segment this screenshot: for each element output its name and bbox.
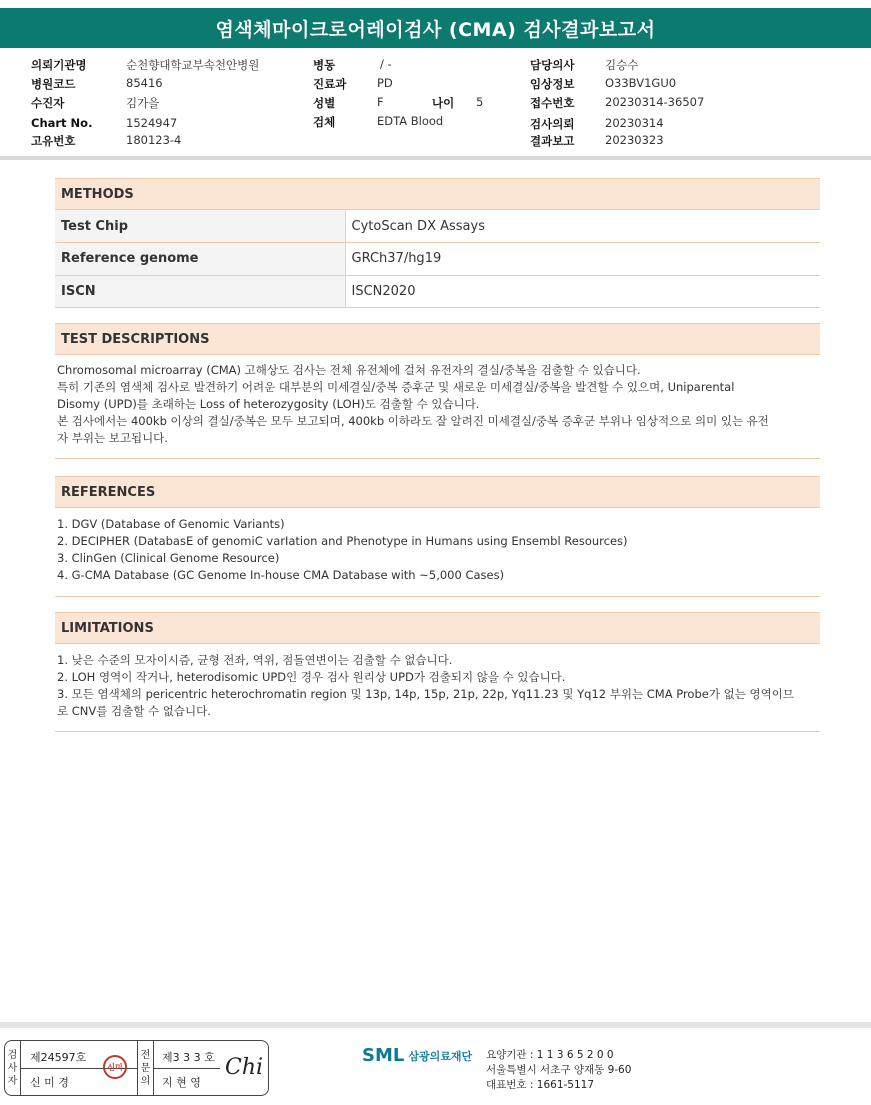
value-report-date: 20230323 (605, 133, 664, 147)
methods-value: GRCh37/hg19 (345, 243, 820, 276)
methods-key: Test Chip (55, 210, 345, 243)
footer-divider (0, 1022, 871, 1028)
inspector-name: 신 미 경 (30, 1076, 69, 1089)
value-age: 5 (476, 95, 484, 109)
test-descriptions-section (55, 323, 820, 459)
label-sex: 성별 (313, 96, 336, 110)
value-clinical-info: O33BV1GU0 (605, 76, 677, 90)
label-report-date: 결과보고 (530, 134, 575, 148)
value-receipt-no: 20230314-36507 (605, 95, 705, 109)
contact-info (486, 1048, 631, 1093)
org-name: 삼광의료재단 (408, 1049, 473, 1063)
specialist-name: 지 현 영 (162, 1076, 201, 1089)
list-item: 2. DECIPHER (DatabasE of genomiC varIation and Phenotype in Humans using Ensembl Resources) (57, 534, 628, 548)
references-body (55, 508, 820, 596)
label-specimen: 검체 (313, 115, 336, 129)
label-char: 문 (140, 1062, 151, 1074)
value-request-date: 20230314 (605, 116, 664, 130)
label-age: 나이 (432, 96, 455, 110)
methods-heading: METHODS (55, 178, 820, 210)
methods-key: ISCN (55, 275, 345, 308)
list-item: 1. DGV (Database of Genomic Variants) (57, 517, 285, 531)
value-ward: / - (380, 57, 392, 71)
text-line: Disomy (UPD)를 초래하는 Loss of heterozygosity (LOH)도 검출할 수 있습니다. (57, 397, 480, 411)
label-chart-no: Chart No. (31, 116, 93, 130)
sml-logo-icon: SML (362, 1045, 405, 1066)
list-item: 4. G-CMA Database (GC Genome In-house CMA Database with ~5,000 Cases) (57, 568, 505, 582)
signature-icon: Chi (225, 1055, 264, 1080)
section-divider (55, 731, 820, 732)
label-clinical-info: 임상정보 (530, 77, 575, 91)
org-logo (362, 1045, 472, 1066)
test-descriptions-heading: TEST DESCRIPTIONS (55, 323, 820, 355)
value-sex: F (377, 95, 384, 109)
specialist-label (138, 1041, 154, 1095)
methods-key: Reference genome (55, 243, 345, 276)
methods-section (55, 178, 820, 308)
row-divider (154, 1068, 220, 1069)
methods-value: ISCN2020 (345, 275, 820, 308)
list-item: 3. ClinGen (Clinical Genome Resource) (57, 551, 280, 565)
contact-line: 대표번호 : 1661-5117 (486, 1079, 595, 1091)
value-hospital-code: 85416 (126, 76, 163, 90)
table-row (55, 210, 820, 243)
label-department: 진료과 (313, 77, 347, 91)
label-char: 검 (7, 1049, 18, 1061)
seal-stamp-icon: 신미 (103, 1055, 127, 1079)
value-specimen: EDTA Blood (377, 114, 444, 128)
value-patient: 김가을 (126, 96, 160, 110)
text-line: Chromosomal microarray (CMA) 고해상도 검사는 전체 유전체에 걸쳐 유전자의 결실/중복을 검출할 수 있습니다. (57, 363, 641, 377)
label-char: 사 (7, 1062, 18, 1074)
text-line: 특히 기존의 염색체 검사로 발견하기 어려운 대부분의 미세결실/중복 증후군 및 새로운 미세결실/중복을 발견할 수 있으며, Uniparental (57, 380, 735, 394)
inspector-license-no: 제24597호 (30, 1051, 87, 1064)
report-title: 염색체마이크로어레이검사 (CMA) 검사결과보고서 (0, 8, 871, 48)
inspector-label (5, 1041, 21, 1095)
label-char: 자 (7, 1075, 18, 1087)
limitations-section (55, 612, 820, 732)
contact-line: 요양기관 : 1 1 3 6 5 2 0 0 (486, 1049, 614, 1061)
limitations-heading: LIMITATIONS (55, 612, 820, 644)
value-chart-no: 1524947 (126, 116, 178, 130)
header-divider (0, 156, 871, 160)
label-doctor: 담당의사 (530, 58, 575, 72)
label-unique-no: 고유번호 (31, 134, 76, 148)
limitations-body (55, 644, 820, 731)
label-request-date: 검사의뢰 (530, 117, 575, 131)
label-hospital-code: 병원코드 (31, 77, 76, 91)
list-item: 3. 모든 염색체의 pericentric heterochromatin region 및 13p, 14p, 15p, 21p, 22p, Yq11.23 및 Yq12 부위는 CMA Probe가 없는 영역이므 (57, 687, 794, 701)
references-heading: REFERENCES (55, 476, 820, 508)
text-line: 본 검사에서는 400kb 이상의 결실/중복은 모두 보고되며, 400kb 이하라도 잘 알려진 미세결실/중복 증후군 부위나 임상적으로 의미 있는 유전 (57, 414, 769, 428)
list-item: 로 CNV를 검출할 수 없습니다. (57, 704, 211, 718)
section-divider (55, 596, 820, 597)
signature-box (4, 1040, 269, 1096)
label-char: 전 (140, 1049, 151, 1061)
value-unique-no: 180123-4 (126, 133, 182, 147)
references-section (55, 476, 820, 597)
methods-table (55, 210, 820, 308)
specialist-license-no: 제3 3 3 호 (162, 1051, 215, 1064)
value-doctor: 김승수 (605, 58, 639, 72)
value-institution: 순천향대학교부속천안병원 (126, 58, 260, 72)
value-department: PD (377, 76, 393, 90)
section-divider (55, 458, 820, 459)
label-receipt-no: 접수번호 (530, 96, 575, 110)
methods-value: CytoScan DX Assays (345, 210, 820, 243)
table-row (55, 243, 820, 276)
test-descriptions-body (55, 355, 820, 458)
text-line: 자 부위는 보고됩니다. (57, 431, 168, 445)
contact-line: 서울특별시 서초구 양재동 9-60 (486, 1064, 632, 1076)
label-institution: 의뢰기관명 (31, 58, 87, 72)
label-patient: 수진자 (31, 96, 65, 110)
label-ward: 병동 (313, 58, 336, 72)
label-char: 의 (140, 1075, 151, 1087)
list-item: 2. LOH 영역이 작거나, heterodisomic UPD인 경우 검사 원리상 UPD가 검출되지 않을 수 있습니다. (57, 670, 566, 684)
table-row (55, 275, 820, 308)
list-item: 1. 낮은 수준의 모자이시즘, 균형 전좌, 역위, 점돌연변이는 검출할 수 없습니다. (57, 653, 453, 667)
